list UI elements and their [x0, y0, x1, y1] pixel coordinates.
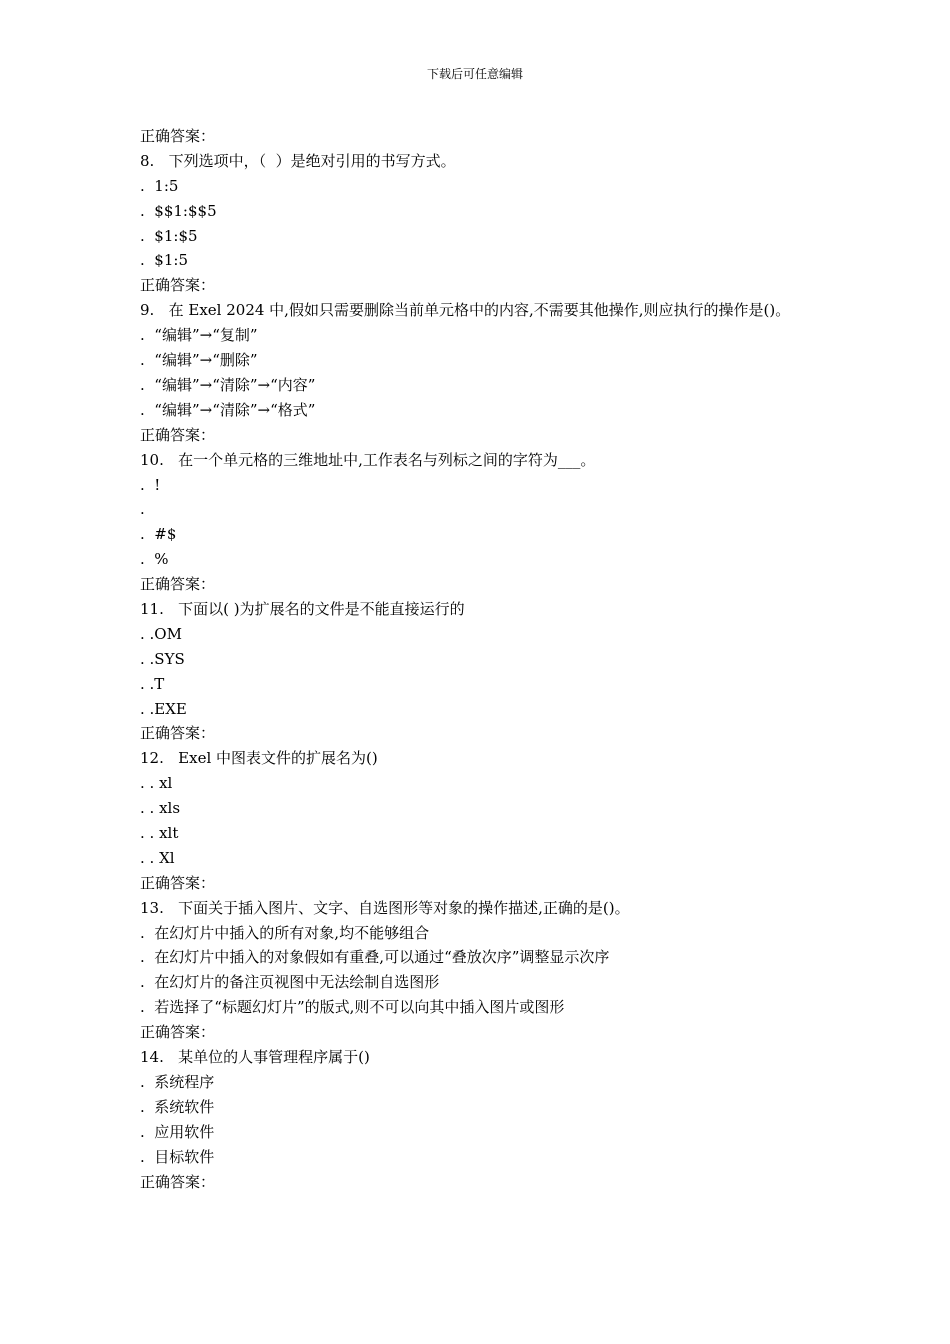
question-text: 10. 在一个单元格的三维地址中,工作表名与列标之间的字符为___。 — [140, 450, 596, 469]
answer-label: 正确答案： — [140, 1023, 216, 1042]
option-text: . 1:5 — [140, 176, 179, 195]
question-text: 11. 下面以( )为扩展名的文件是不能直接运行的 — [140, 599, 465, 618]
answer-label: 正确答案： — [140, 1172, 216, 1191]
option-text: . “编辑”→“清除”→“格式” — [140, 400, 316, 419]
question-list — [140, 124, 820, 1194]
option-text: . “编辑”→“清除”→“内容” — [140, 375, 316, 394]
option-text: . 在幻灯片的备注页视图中无法绘制自选图形 — [140, 973, 440, 992]
option-text: . .SYS — [140, 649, 185, 668]
answer-label: 正确答案： — [140, 276, 216, 295]
option-text: . $$1:$$5 — [140, 201, 217, 220]
answer-label: 正确答案： — [140, 724, 216, 743]
option-text: . .OM — [140, 624, 182, 643]
answer-label: 正确答案： — [140, 873, 216, 892]
option-text: . 应用软件 — [140, 1122, 215, 1141]
answer-label: 正确答案： — [140, 127, 216, 145]
option-text: . . Xl — [140, 848, 175, 867]
option-text: . $1:$5 — [140, 226, 198, 245]
option-text: . $1:5 — [140, 251, 188, 270]
option-text: . 在幻灯片中插入的所有对象,均不能够组合 — [140, 923, 430, 942]
option-text: . . xls — [140, 799, 181, 818]
option-text: . “编辑”→“删除” — [140, 351, 258, 370]
option-text: . 目标软件 — [140, 1147, 215, 1166]
question-text: 14. 某单位的人事管理程序属于() — [140, 1048, 370, 1067]
option-text: . #$ — [140, 525, 177, 544]
question-text: 8. 下列选项中，（ ）是绝对引用的书写方式。 — [140, 151, 456, 170]
question-text: 13. 下面关于插入图片、文字、自选图形等对象的操作描述,正确的是()。 — [140, 898, 630, 917]
question-text: 12. Exel 中图表文件的扩展名为() — [140, 749, 378, 768]
option-text: . ! — [140, 475, 161, 494]
option-text: . .EXE — [140, 699, 187, 718]
option-text: . % — [140, 550, 169, 569]
option-text: . — [140, 500, 145, 519]
option-text: . .T — [140, 674, 165, 693]
option-text: . 在幻灯片中插入的对象假如有重叠,可以通过“叠放次序”调整显示次序 — [140, 948, 610, 967]
question-text: 9. 在 Exel 2024 中,假如只需要删除当前单元格中的内容,不需要其他操作,则应执行的操作是()。 — [140, 301, 791, 320]
option-text: . 系统程序 — [140, 1072, 215, 1091]
answer-label: 正确答案： — [140, 425, 216, 444]
option-text: . “编辑”→“复制” — [140, 326, 258, 345]
option-text: . . xlt — [140, 824, 179, 843]
answer-label: 正确答案： — [140, 575, 216, 594]
option-text: . 若选择了“标题幻灯片”的版式,则不可以向其中插入图片或图形 — [140, 998, 565, 1017]
option-text: . . xl — [140, 774, 173, 793]
header-note: 下载后可任意编辑 — [426, 67, 523, 81]
option-text: . 系统软件 — [140, 1097, 215, 1116]
